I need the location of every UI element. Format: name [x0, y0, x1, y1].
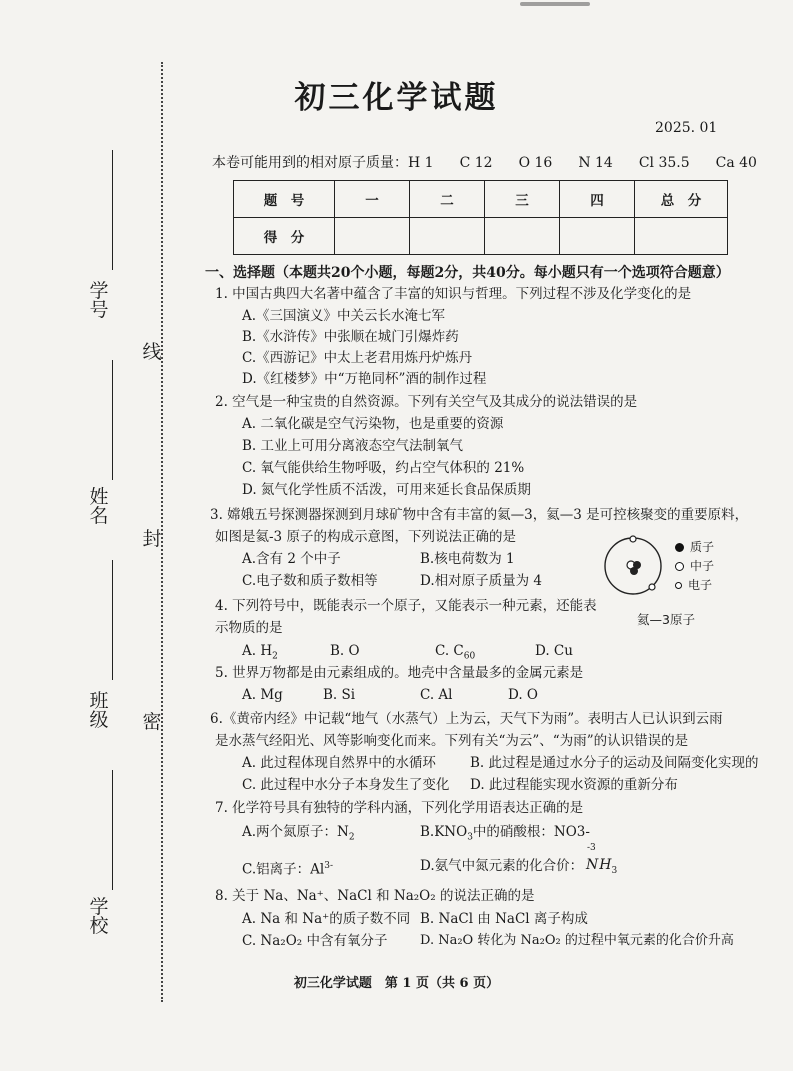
score-row-label: 得 分 — [234, 218, 335, 255]
q7-option-b: $B.KNO_3$中的硝酸根：NO3- — [420, 824, 590, 843]
q2-option-a: A. 二氧化碳是空气污染物，也是重要的资源 — [242, 416, 504, 432]
q1-stem: 1. 中国古典四大名著中蕴含了丰富的知识与哲理。下列过程不涉及化学变化的是 — [215, 286, 692, 302]
q5-option-d: D. O — [508, 687, 538, 703]
q1-option-b: B.《水浒传》中张顺在城门引爆炸药 — [242, 329, 459, 345]
q4-option-c: C. $C_{60}$ — [435, 643, 476, 662]
mass-ca: Ca 40 — [715, 155, 757, 171]
q7-option-a: A.两个氮原子：$N_2$ — [242, 824, 355, 843]
score-cell-2[interactable] — [410, 218, 485, 255]
q8-option-c: C. Na₂O₂ 中含有氧分子 — [242, 933, 388, 949]
atom-caption: 氦—3原子 — [637, 612, 695, 627]
score-th-3: 三 — [485, 181, 560, 218]
xingming-underline — [112, 360, 113, 480]
q3-option-b: B.核电荷数为 1 — [420, 551, 515, 567]
label-xingming: 姓名 — [89, 486, 109, 527]
q4-stem-line1: 4. 下列符号中，既能表示一个原子，又能表示一种元素，还能表 — [215, 598, 597, 614]
q6-option-b: B. 此过程是通过水分子的运动及间隔变化实现的 — [470, 755, 759, 771]
seal-feng: 封 — [142, 528, 162, 550]
q3-option-a: A.含有 2 个中子 — [242, 551, 341, 567]
q5-option-c: C. Al — [420, 687, 453, 703]
score-table-header-row — [234, 181, 728, 218]
q3-stem-line2: 如图是氦-3 原子的构成示意图，下列说法正确的是 — [215, 529, 516, 545]
score-th-total: 总 分 — [635, 181, 728, 218]
mass-cl: Cl 35.5 — [638, 155, 690, 171]
legend-neutron: 中子 — [675, 557, 714, 574]
q7-option-d: D.氨气中氮元素的化合价： — [420, 858, 584, 874]
score-cell-1[interactable] — [335, 218, 410, 255]
q1-option-a: A.《三国演义》中关云长水淹七军 — [242, 308, 446, 324]
q1-option-c: C.《西游记》中太上老君用炼丹炉炼丹 — [242, 350, 473, 366]
mass-o: O 16 — [518, 155, 553, 171]
q6-option-a: A. 此过程体现自然界中的水循环 — [242, 755, 436, 771]
q3-option-c: C.电子数和质子数相等 — [242, 573, 378, 589]
q2-option-c: C. 氧气能供给生物呼吸，约占空气体积的 21% — [242, 460, 525, 476]
q5-option-a: A. Mg — [242, 687, 283, 703]
q4-option-a: A. $H_2$ — [242, 643, 278, 662]
q4-option-b: B. O — [330, 643, 360, 659]
score-cell-3[interactable] — [485, 218, 560, 255]
q3-option-d: D.相对原子质量为 4 — [420, 573, 543, 589]
score-cell-total[interactable] — [635, 218, 728, 255]
q7-valence-mark: -3 — [587, 843, 596, 853]
q5-stem: 5. 世界万物都是由元素组成的。地壳中含量最多的金属元素是 — [215, 665, 584, 681]
mass-h: H 1 — [408, 155, 434, 171]
exam-date: 2025. 01 — [655, 120, 718, 136]
proton-icon — [675, 543, 684, 552]
q6-stem-line1: 6.《黄帝内经》中记载“地气（水蒸气）上为云，天气下为雨”。表明古人已认识到云雨 — [210, 711, 723, 727]
seal-xian: 线 — [142, 341, 162, 363]
q2-option-d: D. 氮气化学性质不活泼，可用来延长食品保质期 — [242, 482, 531, 498]
mass-c: C 12 — [459, 155, 493, 171]
q8-stem: 8. 关于 Na、Na⁺、NaCl 和 Na₂O₂ 的说法正确的是 — [215, 888, 535, 904]
q7-stem: 7. 化学符号具有独特的学科内涵，下列化学用语表达正确的是 — [215, 800, 584, 816]
xuexiao-underline — [112, 770, 113, 890]
neutron-icon — [675, 562, 684, 571]
page-footer: 初三化学试题 第 1 页（共 6 页） — [293, 976, 500, 991]
score-th-2: 二 — [410, 181, 485, 218]
q3-stem-line1: 3. 嫦娥五号探测器探测到月球矿物中含有丰富的氦—3，氦—3 是可控核聚变的重要原料， — [210, 507, 749, 523]
q8-option-b: B. NaCl 由 NaCl 离子构成 — [420, 911, 588, 927]
masses-label: 本卷可能用到的相对原子质量： — [212, 155, 408, 171]
q8-option-d: D. Na₂O 转化为 Na₂O₂ 的过程中氧元素的化合价升高 — [420, 933, 734, 948]
score-th-4: 四 — [560, 181, 635, 218]
q1-option-d: D.《红楼梦》中“万艳同杯”酒的制作过程 — [242, 371, 487, 387]
helium3-atom-diagram — [602, 535, 664, 597]
score-th-label: 题 号 — [234, 181, 335, 218]
label-banji: 班级 — [89, 690, 109, 731]
label-xuehao: 学号 — [89, 280, 109, 321]
q8-option-a: A. Na 和 Na⁺的质子数不同 — [242, 911, 411, 927]
seal-mi: 密 — [142, 711, 162, 733]
electron-icon — [675, 582, 682, 589]
q5-option-b: B. Si — [323, 687, 356, 703]
q2-option-b: B. 工业上可用分离液态空气法制氧气 — [242, 438, 464, 454]
q4-option-d: D. Cu — [535, 643, 573, 659]
page-title: 初三化学试题 — [294, 80, 499, 116]
q7-option-c: C.铝离子：$Al^{3-}$ — [242, 861, 333, 878]
q6-option-c: C. 此过程中水分子本身发生了变化 — [242, 777, 450, 793]
label-xuexiao: 学校 — [89, 896, 109, 937]
legend-proton: 质子 — [675, 538, 714, 555]
score-cell-4[interactable] — [560, 218, 635, 255]
legend-electron: 电子 — [675, 576, 712, 593]
banji-underline — [112, 560, 113, 680]
q2-stem: 2. 空气是一种宝贵的自然资源。下列有关空气及其成分的说法错误的是 — [215, 394, 638, 410]
score-table — [233, 180, 728, 255]
q6-option-d: D. 此过程能实现水资源的重新分布 — [470, 777, 678, 793]
atomic-masses — [212, 152, 757, 172]
section-heading: 一、选择题（本题共20个小题，每题2分，共40分。每小题只有一个选项符合题意） — [205, 265, 730, 281]
q4-stem-line2: 示物质的是 — [215, 620, 283, 636]
xuehao-underline — [112, 150, 113, 270]
scan-mark — [520, 2, 590, 6]
q6-stem-line2: 是水蒸气经阳光、风等影响变化而来。下列有关“为云”、“为雨”的认识错误的是 — [215, 733, 689, 749]
score-th-1: 一 — [335, 181, 410, 218]
score-table-score-row — [234, 218, 728, 255]
mass-n: N 14 — [578, 155, 613, 171]
